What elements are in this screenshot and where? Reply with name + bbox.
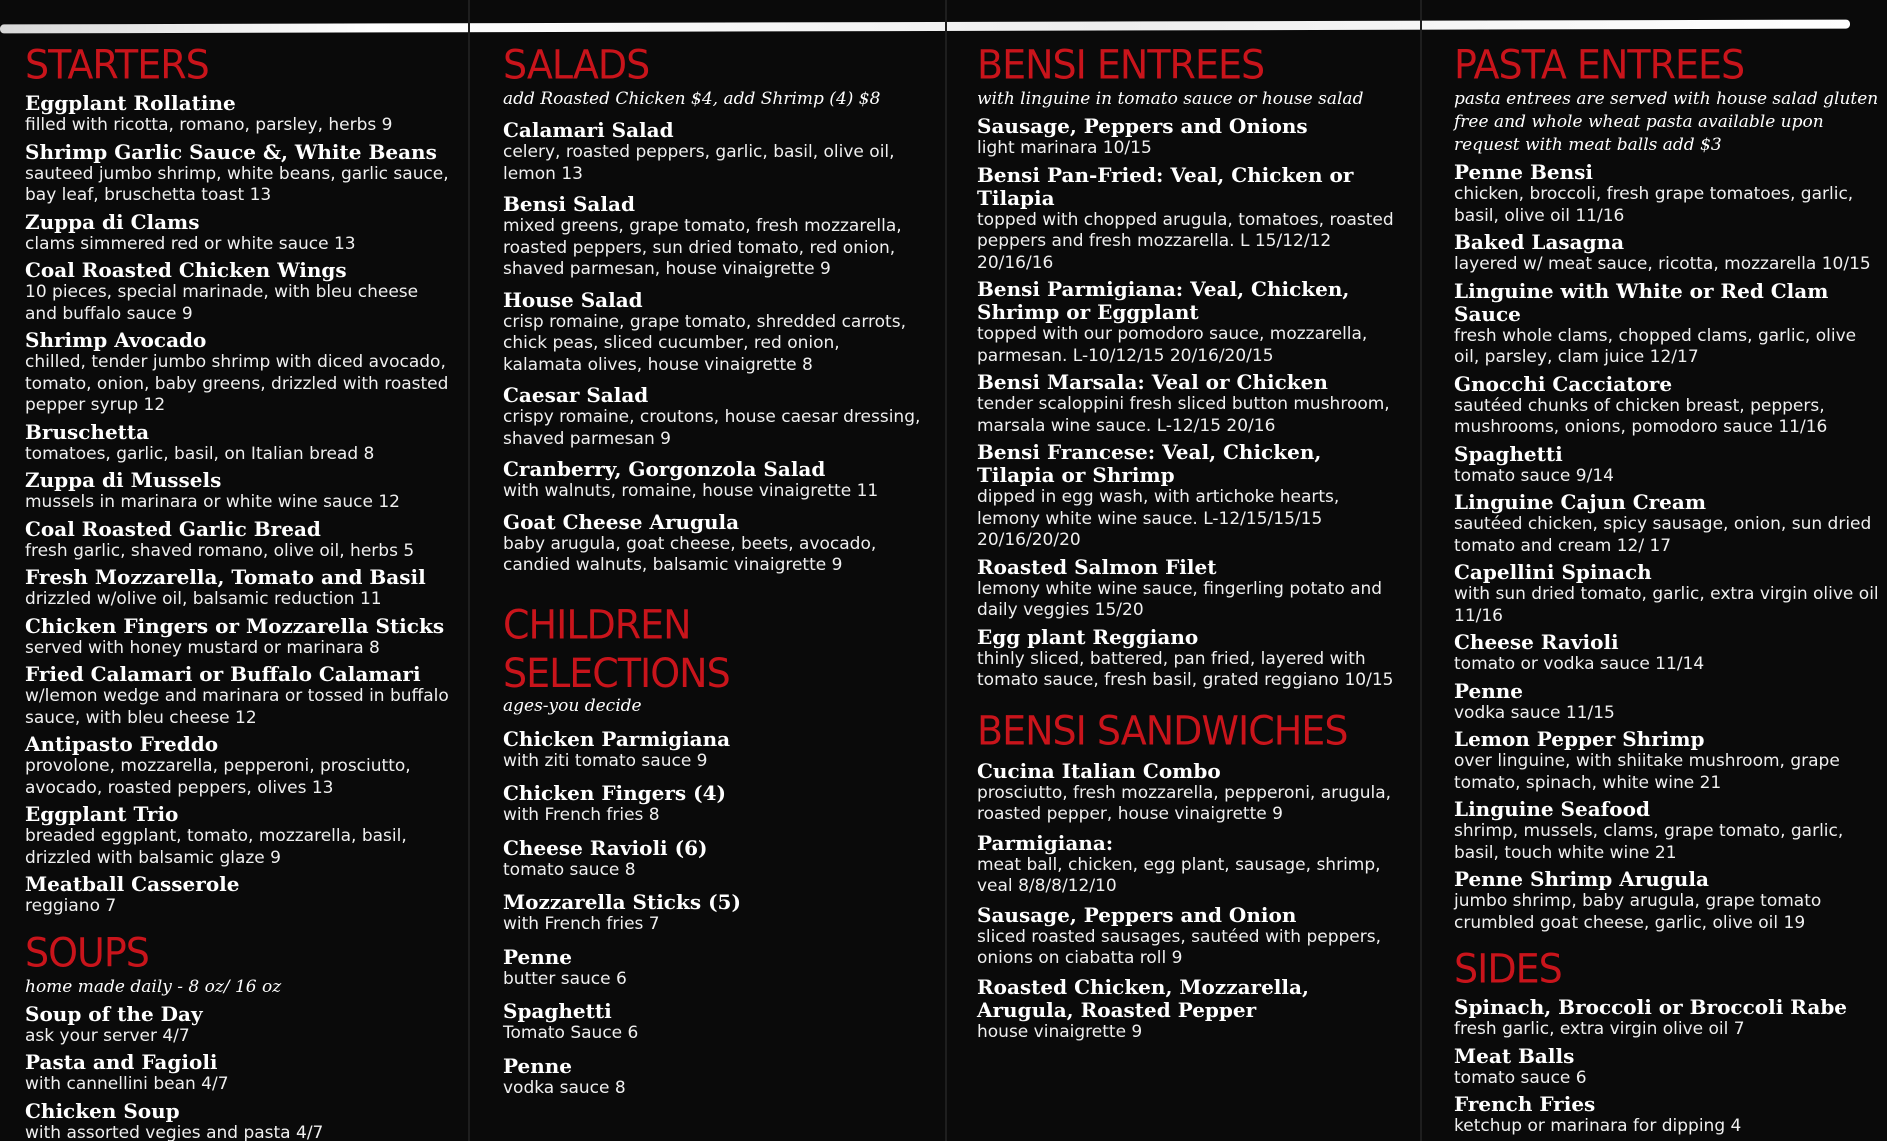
menu-item-name: French Fries: [1454, 1092, 1596, 1116]
menu-item-description: with French fries 8: [503, 805, 660, 825]
menu-item: [25, 211, 455, 256]
menu-item-description: chilled, tender jumbo shrimp with diced avocado, tomato, onion, baby greens, drizzled with roasted pepper syrup 12: [25, 352, 449, 415]
section-title-soups: SOUPS: [25, 929, 149, 976]
menu-item: [977, 278, 1397, 367]
menu-item-description: mussels in marinara or white wine sauce 12: [25, 492, 400, 512]
menu-item-name: Sausage, Peppers and Onion: [977, 902, 1297, 927]
menu-column-1: [25, 42, 455, 1141]
menu-item-name: Linguine with White or Red Clam Sauce: [1454, 278, 1829, 326]
starters-list: [25, 92, 455, 918]
menu-item-description: with ziti tomato sauce 9: [503, 750, 708, 771]
menu-column-2: [503, 42, 923, 1099]
menu-item-name: Lemon Pepper Shrimp: [1454, 727, 1705, 751]
menu-item: [977, 371, 1397, 437]
menu-item-description: sauteed jumbo shrimp, white beans, garlic sauce, bay leaf, bruschetta toast 13: [25, 163, 449, 205]
menu-item-description: ketchup or marinara for dipping 4: [1454, 1116, 1742, 1136]
menu-item-description: provolone, mozzarella, pepperoni, prosciutto, avocado, roasted peppers, olives 13: [25, 756, 411, 798]
menu-item-name: Cucina Italian Combo: [977, 758, 1221, 783]
menu-item-name: Antipasto Freddo: [25, 732, 219, 756]
menu-item-name: Bensi Pan-Fried: Veal, Chicken or Tilapia: [977, 162, 1354, 210]
children-note: ages-you decide: [503, 695, 642, 716]
menu-item: [1454, 373, 1879, 439]
menu-item: [503, 1055, 923, 1100]
bensi-entrees-note: with linguine in tomato sauce or house salad: [977, 89, 1364, 109]
menu-item-description: tomato sauce 9/14: [1454, 465, 1614, 486]
menu-item-description: celery, roasted peppers, garlic, basil, olive oil, lemon 13: [503, 142, 895, 184]
menu-item: [25, 92, 455, 137]
menu-item-name: Coal Roasted Garlic Bread: [25, 516, 321, 541]
menu-item-description: vodka sauce 11/15: [1454, 702, 1615, 723]
menu-item: [25, 141, 455, 207]
menu-item-name: Meatball Casserole: [25, 872, 240, 896]
menu-item-name: Cranberry, Gorgonzola Salad: [503, 457, 826, 481]
menu-item-name: Penne: [503, 1053, 573, 1078]
menu-item-description: drizzled w/olive oil, balsamic reduction 11: [25, 589, 382, 609]
menu-item-name: Shrimp Avocado: [25, 328, 207, 352]
menu-item-name: Cheese Ravioli (6): [503, 835, 708, 860]
menu-item-description: tomato or vodka sauce 11/14: [1454, 654, 1705, 674]
menu-item: [25, 803, 455, 869]
menu-item-name: Chicken Soup: [25, 1098, 180, 1123]
menu-item: [25, 1003, 455, 1048]
menu-item-description: light marinara 10/15: [977, 138, 1152, 158]
menu-item-description: topped with our pomodoro sauce, mozzarella, parmesan. L-10/12/15 20/16/20/15: [977, 324, 1368, 366]
menu-item: [1454, 561, 1879, 627]
menu-item-name: Zuppa di Clams: [25, 209, 200, 234]
menu-item-name: Zuppa di Mussels: [25, 468, 222, 492]
menu-item-description: vodka sauce 8: [503, 1077, 626, 1098]
menu-item-name: Caesar Salad: [503, 383, 649, 407]
menu-item-name: Bensi Francese: Veal, Chicken, Tilapia or Shrimp: [977, 440, 1322, 487]
menu-item-name: House Salad: [503, 287, 643, 312]
menu-item-name: Spinach, Broccoli or Broccoli Rabe: [1454, 995, 1848, 1019]
menu-item-description: thinly sliced, battered, pan fried, layered with tomato sauce, fresh basil, grated reggiano 10/15: [977, 648, 1394, 690]
menu-item-name: Chicken Parmigiana: [503, 726, 731, 751]
menu-item-name: Chicken Fingers (4): [503, 781, 726, 805]
menu-item-name: Shrimp Garlic Sauce &, White Beans: [25, 139, 437, 164]
soups-note: home made daily - 8 oz/ 16 oz: [25, 976, 282, 997]
menu-item-name: Meat Balls: [1454, 1043, 1575, 1068]
menu-item-name: Penne Shrimp Arugula: [1454, 867, 1709, 891]
menu-item: [1454, 680, 1879, 725]
top-brush-stroke: [0, 20, 1850, 34]
menu-item: [977, 164, 1397, 275]
menu-item-name: Egg plant Reggiano: [977, 624, 1199, 649]
menu-item-name: Calamari Salad: [503, 118, 674, 142]
menu-item-description: 10 pieces, special marinade, with bleu cheese and buffalo sauce 9: [25, 282, 419, 324]
menu-item: [503, 782, 923, 827]
menu-item: [503, 511, 923, 577]
section-title-pasta-entrees: PASTA ENTREES: [1454, 41, 1745, 89]
menu-item: [977, 832, 1397, 898]
menu-item: [25, 1100, 455, 1141]
menu-item: [1454, 631, 1879, 676]
menu-item: [1454, 1093, 1879, 1138]
menu-item-description: ask your server 4/7: [25, 1025, 190, 1046]
menu-item-name: Roasted Salmon Filet: [977, 554, 1217, 579]
menu-item: [1454, 231, 1879, 276]
menu-item: [25, 1051, 455, 1096]
menu-item-name: Mozzarella Sticks (5): [503, 890, 741, 914]
menu-item: [503, 193, 923, 281]
menu-item-description: sautéed chunks of chicken breast, peppers, mushrooms, onions, pomodoro sauce 11/16: [1454, 395, 1828, 437]
column-divider: [468, 0, 470, 1141]
menu-item-name: Capellini Spinach: [1454, 560, 1652, 584]
menu-item: [1454, 868, 1879, 934]
children-list: [503, 728, 923, 1100]
menu-item-description: chicken, broccoli, fresh grape tomatoes, garlic, basil, olive oil 11/16: [1454, 184, 1854, 226]
menu-item-name: Spaghetti: [503, 999, 612, 1023]
menu-item: [25, 421, 455, 466]
menu-item-description: prosciutto, fresh mozzarella, pepperoni, arugula, roasted pepper, house vinaigrette 9: [977, 782, 1392, 824]
menu-item-description: tender scaloppini fresh sliced button mushroom, marsala wine sauce. L-12/15 20/16: [977, 394, 1390, 436]
pasta-entrees-note: pasta entrees are served with house salad gluten free and whole wheat pasta available upon request with meat balls add $3: [1454, 89, 1879, 155]
menu-item-description: reggiano 7: [25, 896, 117, 916]
menu-item: [503, 119, 923, 185]
menu-item: [1454, 996, 1879, 1041]
menu-item: [503, 891, 923, 936]
sandwiches-list: [977, 760, 1397, 1044]
menu-item-name: Spaghetti: [1454, 441, 1563, 466]
menu-item: [25, 873, 455, 918]
menu-item: [25, 566, 455, 611]
menu-item: [503, 458, 923, 503]
menu-item-description: fresh garlic, extra virgin olive oil 7: [1454, 1019, 1745, 1039]
menu-item-description: crisp romaine, grape tomato, shredded carrots, chick peas, sliced cucumber, red onion, kalamata olives, house vinaigrette 8: [503, 311, 906, 375]
menu-item-name: Bensi Parmigiana: Veal, Chicken, Shrimp or Eggplant: [977, 277, 1350, 324]
menu-item-description: tomatoes, garlic, basil, on Italian bread 8: [25, 443, 375, 464]
section-title-sandwiches: BENSI SANDWICHES: [977, 707, 1348, 754]
menu-item-description: shrimp, mussels, clams, grape tomato, garlic, basil, touch white wine 21: [1454, 821, 1844, 863]
menu-item-name: Parmigiana:: [977, 830, 1114, 855]
menu-item-name: Goat Cheese Arugula: [503, 509, 740, 534]
menu-item-description: served with honey mustard or marinara 8: [25, 637, 380, 658]
pasta-entrees-list: [1454, 161, 1879, 934]
menu-item: [977, 904, 1397, 970]
column-divider: [945, 0, 947, 1141]
menu-item: [25, 518, 455, 563]
menu-item-name: Penne: [1454, 678, 1524, 703]
menu-item-description: sautéed chicken, spicy sausage, onion, sun dried tomato and cream 12/ 17: [1454, 514, 1872, 556]
menu-item-description: meat ball, chicken, egg plant, sausage, shrimp, veal 8/8/8/12/10: [977, 854, 1381, 896]
menu-item-name: Eggplant Trio: [25, 802, 179, 826]
menu-item: [977, 441, 1397, 552]
sides-list: [1454, 996, 1879, 1138]
menu-item-description: clams simmered red or white sauce 13: [25, 233, 356, 254]
menu-item: [503, 1000, 923, 1045]
menu-item-description: Tomato Sauce 6: [503, 1023, 639, 1043]
menu-item: [1454, 161, 1879, 227]
menu-item-name: Soup of the Day: [25, 1001, 203, 1026]
menu-item-name: Chicken Fingers or Mozzarella Sticks: [25, 613, 445, 638]
menu-item: [1454, 491, 1879, 557]
menu-item-description: mixed greens, grape tomato, fresh mozzarella, roasted peppers, sun dried tomato, red onion, shaved parmesan, house vinaigrette 9: [503, 216, 902, 279]
menu-item: [1454, 728, 1879, 794]
menu-item: [503, 289, 923, 377]
menu-item-description: w/lemon wedge and marinara or tossed in buffalo sauce, with bleu cheese 12: [25, 686, 449, 728]
menu-item-name: Eggplant Rollatine: [25, 91, 236, 115]
salads-list: [503, 119, 923, 577]
menu-item-name: Bensi Salad: [503, 192, 635, 216]
menu-item-description: layered w/ meat sauce, ricotta, mozzarella 10/15: [1454, 254, 1871, 274]
menu-item-description: tomato sauce 6: [1454, 1067, 1587, 1088]
menu-item-name: Fried Calamari or Buffalo Calamari: [25, 662, 421, 686]
salads-note: add Roasted Chicken $4, add Shrimp (4) $8: [503, 89, 881, 109]
menu-item: [1454, 443, 1879, 488]
menu-item-name: Roasted Chicken, Mozzarella, Arugula, Roasted Pepper: [977, 974, 1309, 1022]
menu-item-description: crispy romaine, croutons, house caesar dressing, shaved parmesan 9: [503, 407, 921, 449]
menu-item-description: sliced roasted sausages, sautéed with peppers, onions on ciabatta roll 9: [977, 926, 1381, 968]
menu-item: [503, 837, 923, 882]
menu-item-name: Cheese Ravioli: [1454, 630, 1619, 654]
menu-item-name: Linguine Cajun Cream: [1454, 490, 1707, 514]
menu-item-description: topped with chopped arugula, tomatoes, roasted peppers and fresh mozzarella. L 15/12/12 20/16/16: [977, 209, 1394, 273]
menu-item-description: with French fries 7: [503, 914, 660, 934]
menu-item: [1454, 1045, 1879, 1090]
menu-item: [503, 946, 923, 991]
menu-item: [25, 469, 455, 514]
menu-item: [1454, 280, 1879, 369]
menu-item-name: Linguine Seafood: [1454, 797, 1650, 821]
menu-item: [977, 976, 1397, 1044]
section-title-sides: SIDES: [1454, 945, 1562, 993]
menu-item-name: Bruschetta: [25, 419, 150, 444]
menu-item-description: with sun dried tomato, garlic, extra virgin olive oil 11/16: [1454, 584, 1879, 626]
menu-item: [977, 626, 1397, 692]
menu-column-3: [977, 42, 1397, 1043]
menu-item-name: Baked Lasagna: [1454, 230, 1625, 254]
menu-item-name: Pasta and Fagioli: [25, 1050, 218, 1074]
menu-item-description: tomato sauce 8: [503, 859, 636, 880]
column-divider: [1420, 0, 1422, 1141]
menu-item-description: over linguine, with shiitake mushroom, grape tomato, spinach, white wine 21: [1454, 751, 1840, 793]
bensi-entrees-list: [977, 115, 1397, 692]
menu-item-description: jumbo shrimp, baby arugula, grape tomato crumbled goat cheese, garlic, olive oil 19: [1454, 891, 1822, 933]
menu-item: [25, 615, 455, 660]
menu-item: [977, 556, 1397, 622]
menu-item-description: dipped in egg wash, with artichoke hearts, lemony white wine sauce. L-12/15/15/15 20/16/20/20: [977, 487, 1340, 550]
menu-item-name: Penne: [503, 944, 573, 969]
menu-item-name: Fresh Mozzarella, Tomato and Basil: [25, 565, 426, 589]
menu-item-name: Gnocchi Cacciatore: [1454, 371, 1673, 396]
menu-item-description: with walnuts, romaine, house vinaigrette 11: [503, 481, 879, 501]
menu-item-description: breaded eggplant, tomato, mozzarella, basil, drizzled with balsamic glaze 9: [25, 826, 407, 868]
menu-item-description: lemony white wine sauce, fingerling potato and daily veggies 15/20: [977, 578, 1383, 620]
menu-item-name: Penne Bensi: [1454, 160, 1594, 184]
menu-item-description: with cannellini bean 4/7: [25, 1074, 229, 1094]
section-title-salads: SALADS: [503, 41, 650, 89]
menu-item: [977, 115, 1397, 160]
menu-item: [1454, 798, 1879, 864]
menu-item-name: Sausage, Peppers and Onions: [977, 114, 1308, 138]
section-title-bensi-entrees: BENSI ENTREES: [977, 41, 1265, 89]
menu-item-name: Bensi Marsala: Veal or Chicken: [977, 370, 1328, 394]
menu-item: [25, 329, 455, 417]
menu-item-description: fresh garlic, shaved romano, olive oil, herbs 5: [25, 540, 415, 561]
menu-item-description: with assorted vegies and pasta 4/7: [25, 1122, 324, 1141]
menu-item: [503, 728, 923, 773]
menu-item: [25, 663, 455, 729]
soups-list: [25, 1003, 455, 1141]
menu-item: [503, 384, 923, 450]
section-title-children: CHILDREN SELECTIONS: [503, 601, 730, 696]
menu-item-description: filled with ricotta, romano, parsley, herbs 9: [25, 115, 393, 135]
section-title-starters: STARTERS: [25, 41, 209, 89]
menu-item-description: fresh whole clams, chopped clams, garlic, olive oil, parsley, clam juice 12/17: [1454, 325, 1857, 367]
menu-item: [25, 259, 455, 325]
menu-item-description: house vinaigrette 9: [977, 1021, 1143, 1042]
menu-item: [977, 760, 1397, 826]
menu-column-4: [1454, 42, 1879, 1138]
menu-item-name: Coal Roasted Chicken Wings: [25, 258, 347, 282]
menu-item-description: butter sauce 6: [503, 968, 627, 989]
menu-item-description: baby arugula, goat cheese, beets, avocado, candied walnuts, balsamic vinaigrette 9: [503, 533, 877, 575]
menu-item: [25, 733, 455, 799]
